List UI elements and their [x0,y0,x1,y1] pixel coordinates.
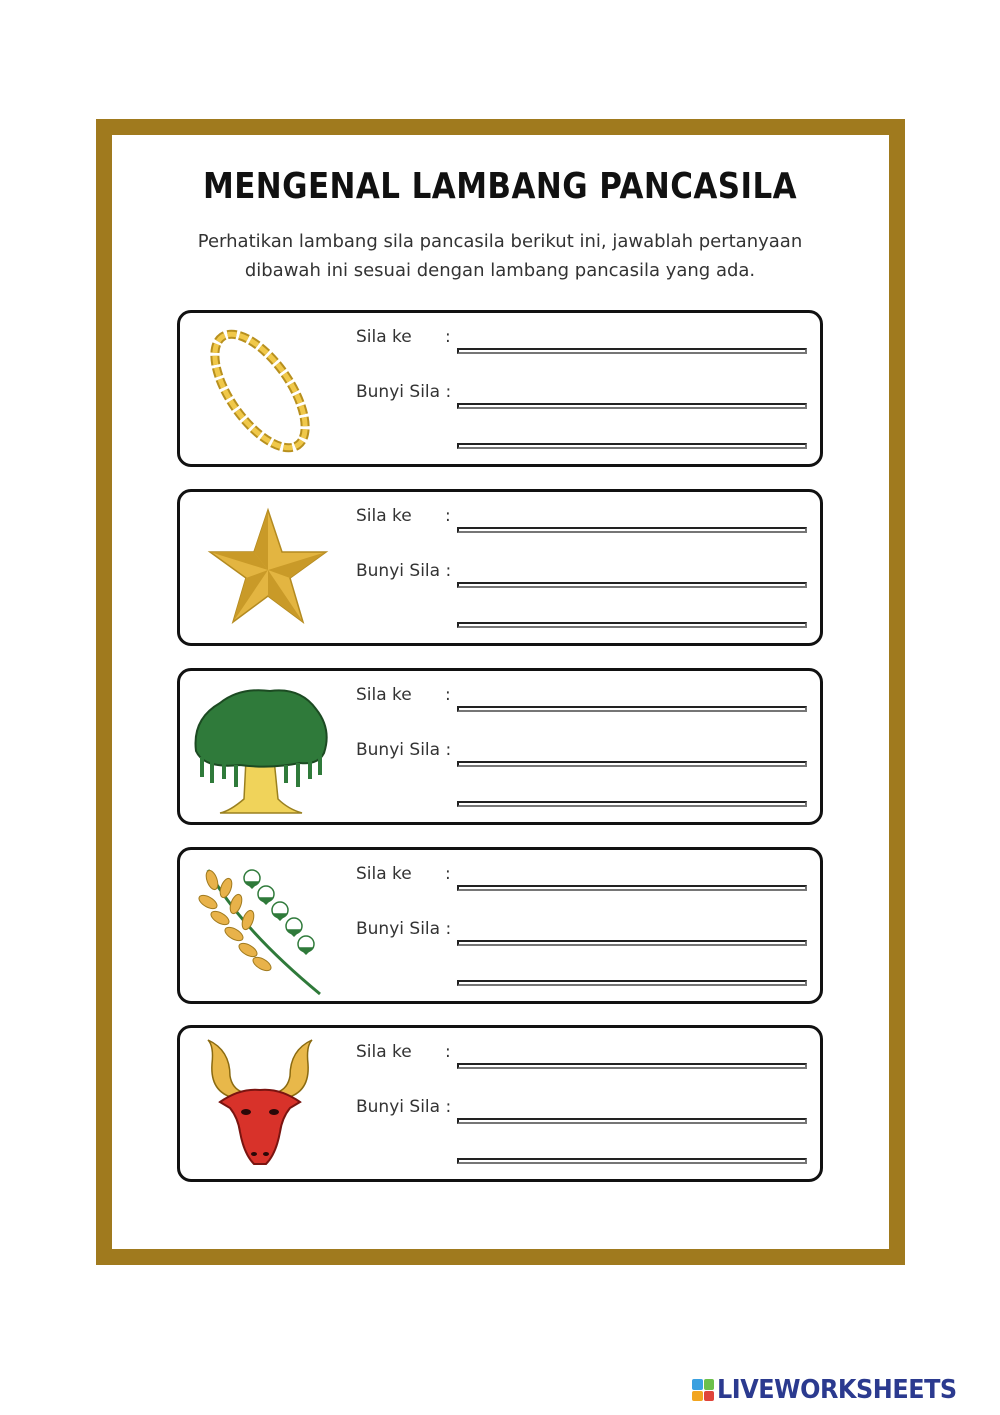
bunyi-sila-input[interactable] [457,940,807,946]
card-sila-chain [177,310,823,467]
bunyi-sila-label: Bunyi Sila : [356,919,452,939]
bunyi-sila-input-line-2[interactable] [457,1158,807,1164]
bunyi-sila-label: Bunyi Sila : [356,740,452,760]
sila-ke-label: Sila ke [356,327,412,347]
sila-ke-colon: : [445,506,451,526]
chain-icon [190,321,330,461]
bunyi-sila-input-line-2[interactable] [457,980,807,986]
bunyi-sila-input-line-2[interactable] [457,622,807,628]
bunyi-sila-input[interactable] [457,582,807,588]
bunyi-sila-label: Bunyi Sila : [356,382,452,402]
sila-ke-input[interactable] [457,706,807,712]
card-sila-bull [177,1025,823,1182]
star-icon [190,500,330,640]
sila-ke-input[interactable] [457,527,807,533]
sila-ke-input[interactable] [457,885,807,891]
liveworksheets-brand [692,1375,978,1405]
sila-ke-label: Sila ke [356,864,412,884]
card-sila-star [177,489,823,646]
card-sila-rice-cotton [177,847,823,1004]
bunyi-sila-label: Bunyi Sila : [356,1097,452,1117]
sila-ke-colon: : [445,327,451,347]
card-sila-tree [177,668,823,825]
sila-ke-label: Sila ke [356,506,412,526]
bunyi-sila-input[interactable] [457,1118,807,1124]
sila-ke-colon: : [445,1042,451,1062]
sila-ke-label: Sila ke [356,1042,412,1062]
bull-head-icon [190,1036,330,1176]
instructions [170,227,830,285]
rice-cotton-icon [190,858,330,998]
worksheet-title: MENGENAL LAMBANG PANCASILA [202,166,798,207]
sila-ke-colon: : [445,685,451,705]
brand-name: LIVEWORKSHEETS [717,1375,957,1405]
bunyi-sila-input-line-2[interactable] [457,443,807,449]
instructions-line-2: dibawah ini sesuai dengan lambang pancasila yang ada. [244,260,756,281]
sila-ke-input[interactable] [457,1063,807,1069]
sila-ke-label: Sila ke [356,685,412,705]
banyan-tree-icon [190,679,330,819]
sila-ke-colon: : [445,864,451,884]
sila-ke-input[interactable] [457,348,807,354]
liveworksheets-logo-icon [692,1379,714,1401]
instructions-line-1: Perhatikan lambang sila pancasila berikut ini, jawablah pertanyaan [197,231,803,252]
bunyi-sila-input-line-2[interactable] [457,801,807,807]
bunyi-sila-input[interactable] [457,761,807,767]
bunyi-sila-input[interactable] [457,403,807,409]
bunyi-sila-label: Bunyi Sila : [356,561,452,581]
